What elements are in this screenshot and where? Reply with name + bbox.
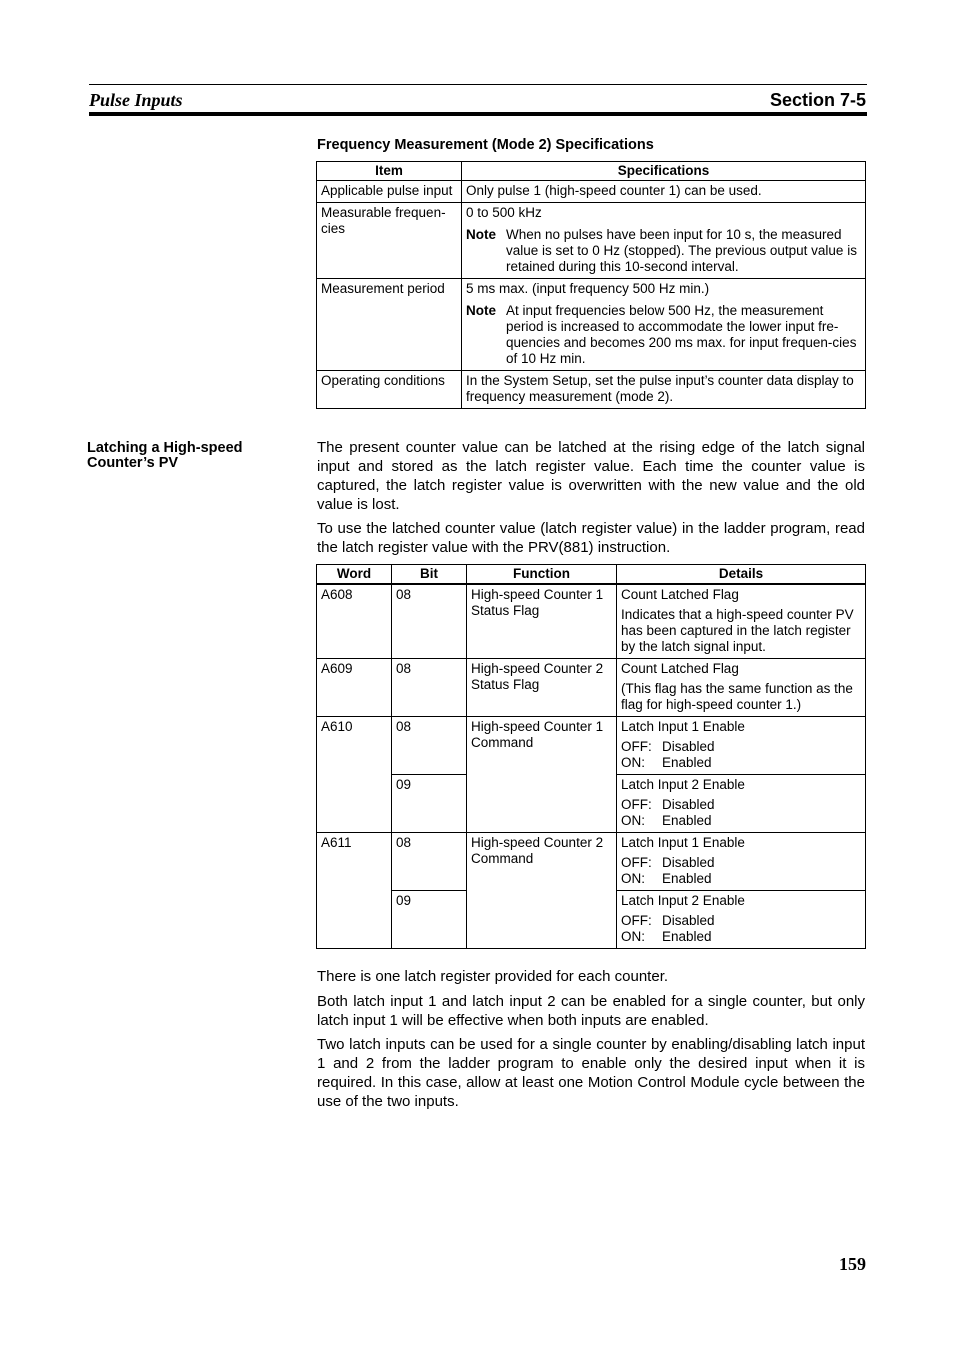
off-value: Disabled: [662, 797, 715, 812]
off-state: [621, 913, 861, 929]
on-key: ON:: [621, 813, 646, 828]
cell-details: [617, 775, 866, 833]
detail-text: (This flag has the same function as the flag for high-speed counter 1.): [621, 681, 853, 712]
off-key: OFF:: [621, 855, 652, 870]
cell-details: [617, 833, 866, 891]
cell-spec: [462, 181, 866, 203]
cell-details: [617, 584, 866, 659]
cell-item: [317, 279, 462, 371]
on-key: ON:: [621, 871, 646, 886]
on-state: [621, 871, 861, 887]
item-text: Measurable frequen-cies: [321, 205, 446, 236]
cell-spec: [462, 279, 866, 371]
on-state: [621, 929, 861, 945]
on-key: ON:: [621, 755, 646, 770]
note-label: Note: [466, 227, 496, 242]
table-header-row: [317, 162, 866, 181]
table-row: [317, 833, 866, 891]
item-text: Applicable pulse input: [321, 183, 453, 198]
page-number: 159: [839, 1254, 866, 1274]
on-value: Enabled: [662, 871, 712, 886]
detail-title: Latch Input 1 Enable: [621, 835, 745, 850]
spec-text: Only pulse 1 (high-speed counter 1) can be used.: [466, 183, 762, 198]
cell-bit: 08: [392, 717, 467, 775]
cell-bit: 09: [392, 891, 467, 949]
cell-word: A609: [317, 659, 392, 717]
on-state: [621, 755, 861, 771]
spec-text: 0 to 500 kHz: [466, 205, 542, 220]
cell-word: A610: [317, 717, 392, 833]
item-text: Measurement period: [321, 281, 445, 296]
paragraph-two-inputs: Two latch inputs can be used for a single counter by enabling/disabling latch input 1 and 2 from the ladder program to enable only the desired input when it is required. In this case, allow at least one Motion Control Module cycle between the use of the two inputs.: [317, 1036, 865, 1110]
spec-text: In the System Setup, set the pulse input’s counter data display to frequency measurement (mode 2).: [466, 373, 854, 404]
off-state: [621, 855, 861, 871]
cell-bit: 08: [392, 659, 467, 717]
running-header-title: Pulse Inputs: [89, 90, 183, 110]
off-key: OFF:: [621, 797, 652, 812]
table-row: [317, 203, 866, 279]
off-state: [621, 739, 861, 755]
detail-title: Count Latched Flag: [621, 661, 739, 676]
cell-item: [317, 203, 462, 279]
column-header-specifications: Specifications: [462, 162, 866, 181]
on-key: ON:: [621, 929, 646, 944]
detail-text: Indicates that a high-speed counter PV has been captured in the latch register by the latch signal input.: [621, 607, 854, 654]
column-header-item: Item: [317, 162, 462, 181]
column-header-details: Details: [617, 565, 866, 585]
header-rule-bottom: [89, 112, 867, 116]
cell-function: High-speed Counter 2 Status Flag: [467, 659, 617, 717]
off-value: Disabled: [662, 913, 715, 928]
detail-title: Count Latched Flag: [621, 587, 739, 602]
running-header-section: Section 7-5: [769, 90, 866, 110]
cell-bit: 09: [392, 775, 467, 833]
table-row: [317, 371, 866, 409]
on-value: Enabled: [662, 813, 712, 828]
item-text: Operating conditions: [321, 373, 445, 388]
cell-bit: 08: [392, 584, 467, 659]
cell-word: A608: [317, 584, 392, 659]
note-text: At input frequencies below 500 Hz, the measurement period is increased to accommodate the lower input fre-quencies and becomes 200 ms max. for input frequen-cies of 10 Hz min.: [506, 303, 857, 366]
on-value: Enabled: [662, 929, 712, 944]
paragraph-both-inputs: Both latch input 1 and latch input 2 can be enabled for a single counter, but only latch input 1 will be effective when both inputs are enabled.: [317, 993, 865, 1029]
cell-item: [317, 371, 462, 409]
detail-title: Latch Input 1 Enable: [621, 719, 745, 734]
table-header-row: [317, 565, 866, 585]
frequency-spec-table: [316, 161, 866, 409]
note-label: Note: [466, 303, 496, 318]
table-row: [317, 659, 866, 717]
cell-spec: [462, 371, 866, 409]
table-row: [317, 279, 866, 371]
paragraph-latch-prv: To use the latched counter value (latch register value) in the ladder program, read the latch register value with the PRV(881) instruction.: [317, 520, 865, 556]
off-key: OFF:: [621, 913, 652, 928]
table-row: [317, 717, 866, 775]
off-state: [621, 797, 861, 813]
cell-details: [617, 891, 866, 949]
column-header-word: Word: [317, 565, 392, 585]
cell-bit: 08: [392, 833, 467, 891]
cell-details: [617, 717, 866, 775]
cell-spec: [462, 203, 866, 279]
header-rule-top: [89, 84, 867, 85]
cell-function: High-speed Counter 1 Command: [467, 717, 617, 833]
off-value: Disabled: [662, 739, 715, 754]
cell-function: High-speed Counter 2 Command: [467, 833, 617, 949]
on-state: [621, 813, 861, 829]
cell-word: A611: [317, 833, 392, 949]
note-text: When no pulses have been input for 10 s, the measured value is set to 0 Hz (stopped). The previous output value is retained during this 10-second interval.: [506, 227, 857, 274]
paragraph-latch-intro: The present counter value can be latched at the rising edge of the latch signal input and stored as the latch register value. Each time the counter value is captured, the latch register value is overwritten with the new value and the old value is lost.: [317, 439, 865, 513]
latching-section-heading: Latching a High-speed Counter’s PV: [87, 440, 243, 471]
latch-word-table: [316, 564, 866, 949]
spec-table-title: Frequency Measurement (Mode 2) Specifications: [317, 137, 654, 153]
cell-function: High-speed Counter 1 Status Flag: [467, 584, 617, 659]
column-header-bit: Bit: [392, 565, 467, 585]
column-header-function: Function: [467, 565, 617, 585]
table-row: [317, 181, 866, 203]
note-block: [466, 227, 861, 275]
detail-title: Latch Input 2 Enable: [621, 893, 745, 908]
cell-item: [317, 181, 462, 203]
note-block: [466, 303, 861, 367]
off-value: Disabled: [662, 855, 715, 870]
off-key: OFF:: [621, 739, 652, 754]
paragraph-one-register: There is one latch register provided for each counter.: [317, 968, 669, 985]
cell-details: [617, 659, 866, 717]
detail-title: Latch Input 2 Enable: [621, 777, 745, 792]
table-row: [317, 584, 866, 659]
on-value: Enabled: [662, 755, 712, 770]
spec-text: 5 ms max. (input frequency 500 Hz min.): [466, 281, 710, 296]
